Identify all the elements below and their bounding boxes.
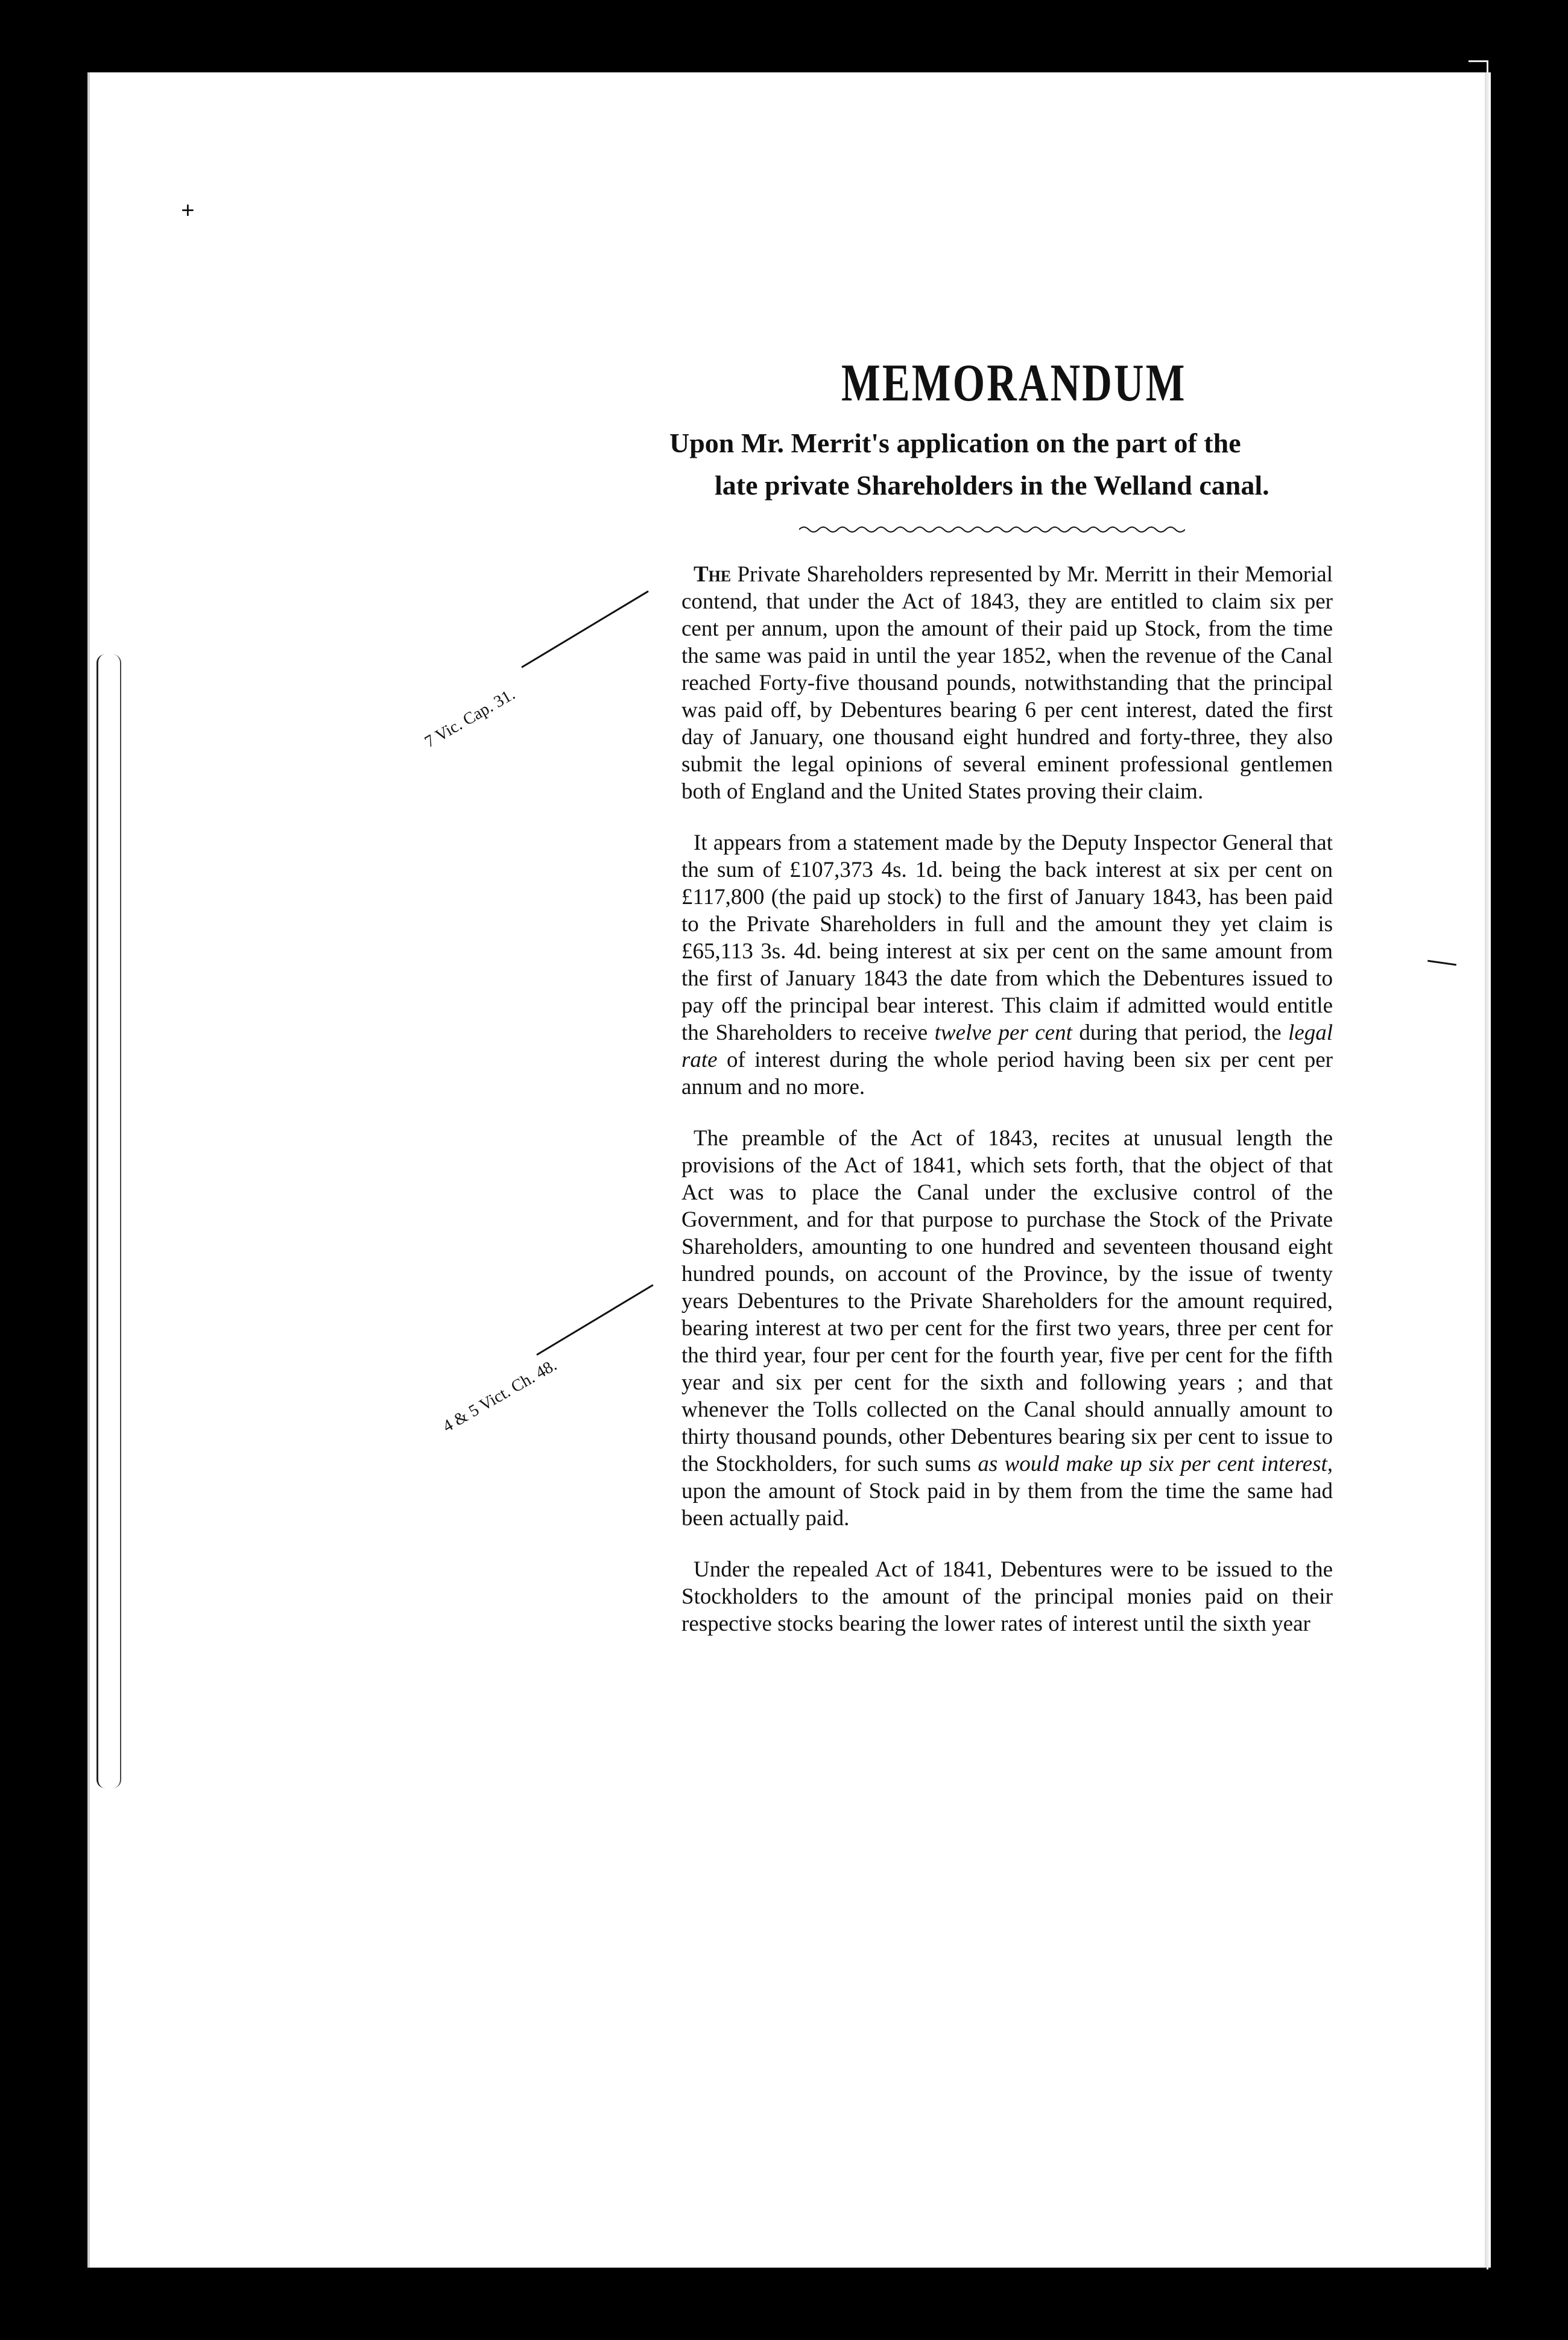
page-edge-shadow — [1485, 72, 1491, 2268]
paragraph-1-lead: The — [694, 562, 732, 587]
paragraph-3-emphasis: as would make up six per cent interest, — [978, 1452, 1333, 1476]
paragraph-2-emphasis-1: twelve per cent — [934, 1020, 1072, 1045]
memorandum-body — [681, 561, 1333, 1662]
paragraph-2-text-a: It appears from a statement made by the Deputy Inspector General that the sum of £107,373 4s. 1d. being the back interest at six per cent on £117,800 (the paid up stock) to the first of January 1843, has been paid to the Private Shareholders in full and the amount they yet claim is £65,113 3s. 4d. being interest at six per cent on the same amount from the first of January 1843 the date from which the Debentures issued to pay off the principal bear interest. This claim if admitted would entitle the Shareholders to receive — [681, 830, 1333, 1045]
margin-note-2: 4 & 5 Vict. Ch. 48. — [440, 1356, 560, 1437]
margin-note-1: 7 Vic. Cap. 31. — [422, 685, 519, 752]
paragraph-3-text-b: upon the amount of Stock paid in by them from the time the same had been actually paid. — [681, 1479, 1333, 1531]
corner-mark: + — [181, 197, 195, 224]
document-subtitle — [669, 422, 1318, 507]
paragraph-2-text-b: during that period, the — [1079, 1020, 1282, 1045]
paragraph-2-text-c: of interest during the whole period having been six per cent per annum and no more. — [681, 1048, 1333, 1099]
paragraph-2-emphasis-2: legal rate — [681, 1020, 1333, 1072]
document-title: MEMORANDUM — [841, 354, 1187, 413]
paragraph-1 — [681, 561, 1333, 805]
subtitle-line-1: Upon Mr. Merrit's application on the part of the — [669, 428, 1241, 458]
decorative-rule — [799, 523, 1185, 536]
paragraph-3 — [681, 1125, 1333, 1532]
binding-stitch — [96, 654, 121, 1788]
paragraph-3-text-a: The preamble of the Act of 1843, recites at unusual length the provisions of the Act of 1841, which sets forth, that the object of that Act was to place the Canal under the exclusive control of the Government, and for that purpose to purchase the Stock of the Private Shareholders, amounting to one hundred and seventeen thousand eight hundred pounds, on account of the Province, by the issue of twenty years Debentures to the Private Shareholders for the amount required, bearing interest at two per cent for the first two years, three per cent for the third year, four per cent for the fourth year, five per cent for the fifth year and six per cent for the sixth and following years ; and that whenever the Tolls collected on the Canal should annually amount to thirty thousand pounds, other Debentures bearing six per cent to issue to the Stockholders, for such sums — [681, 1126, 1333, 1476]
paragraph-1-text: Private Shareholders represented by Mr. Merritt in their Memorial contend, that under the Act of 1843, they are entitled to claim six per cent per annum, upon the amount of their paid up Stock, from the time the same was paid in until the year 1852, when the revenue of the Canal reached Forty-five thousand pounds, notwithstanding that the principal was paid off, by Debentures bearing 6 per cent interest, dated the first day of January, one thousand eight hundred and forty-three, they also submit the legal opinions of several eminent professional gentlemen both of England and the United States proving their claim. — [681, 562, 1333, 804]
paragraph-4-text: Under the repealed Act of 1841, Debentures were to be issued to the Stockholders to the amount of the principal monies paid on their respective stocks bearing the lower rates of interest until the sixth year — [681, 1557, 1333, 1636]
subtitle-line-2: late private Shareholders in the Welland canal. — [715, 470, 1269, 501]
paragraph-2 — [681, 829, 1333, 1101]
paragraph-4 — [681, 1556, 1333, 1637]
